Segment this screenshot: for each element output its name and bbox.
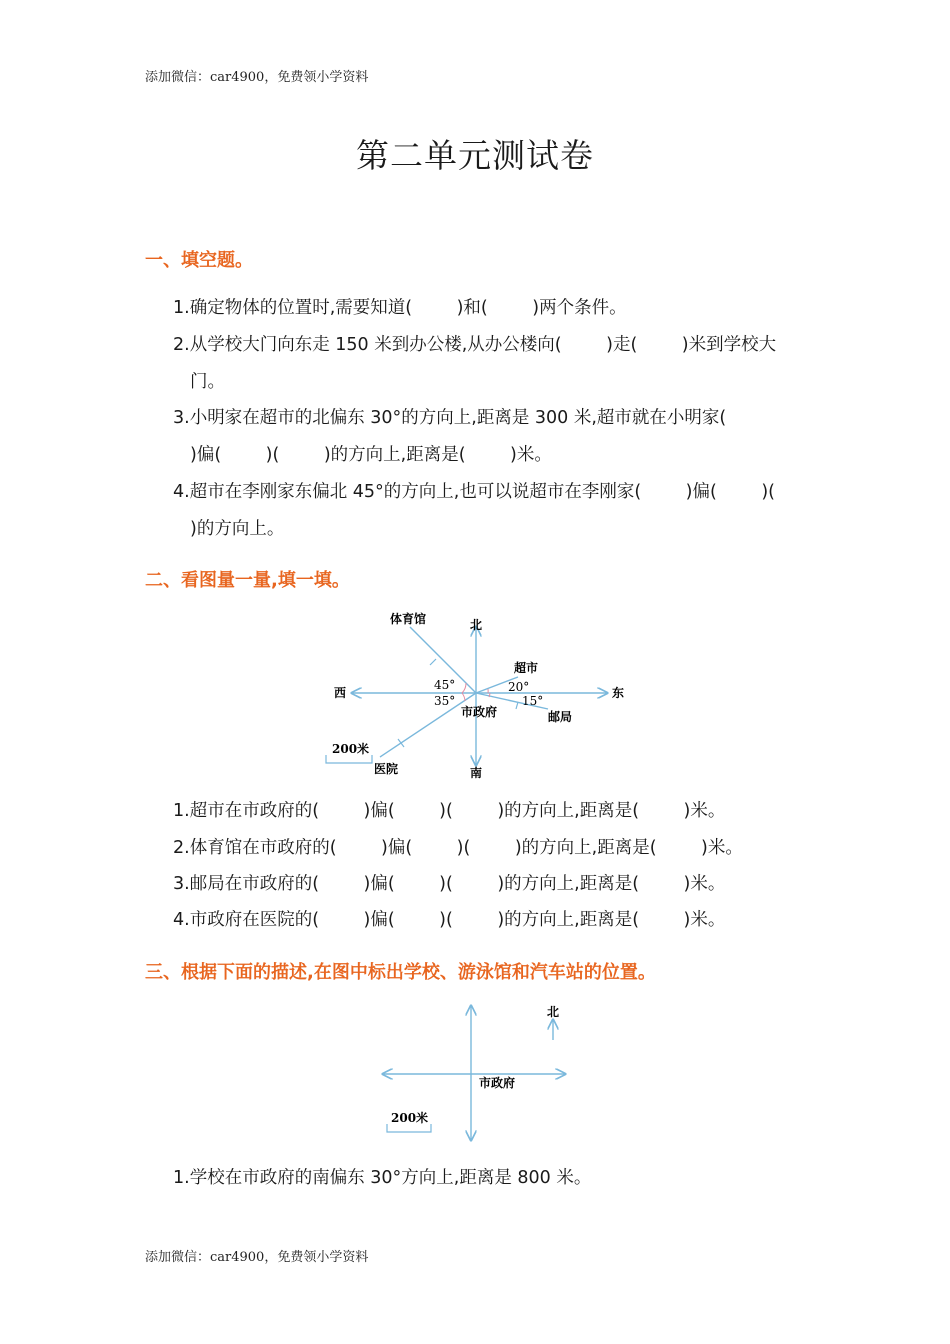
s2-question-2: 2.体育馆在市政府的( )偏( )( )的方向上,距离是( )米。 — [173, 838, 743, 858]
s1-question-4-line1: 4.超市在李刚家东偏北 45°的方向上,也可以说超市在李刚家( )偏( )( — [173, 482, 775, 502]
hospital-ray — [380, 693, 476, 757]
s1-question-3-line1: 3.小明家在超市的北偏东 30°的方向上,距离是 300 米,超市就在小明家( — [173, 408, 727, 428]
label-scale-2: 200米 — [391, 1111, 429, 1125]
s1-question-2-line1: 2.从学校大门向东走 150 米到办公楼,从办公楼向( )走( )米到学校大 — [173, 335, 777, 355]
watermark-bottom: 添加微信：car4900，免费领小学资料 — [145, 1250, 369, 1265]
label-west: 西 — [334, 686, 347, 700]
label-center: 市政府 — [461, 705, 498, 719]
s1-question-2-line2: 门。 — [190, 372, 225, 392]
s3-question-1: 1.学校在市政府的南偏东 30°方向上,距离是 800 米。 — [173, 1168, 592, 1188]
label-scale-1: 200米 — [332, 742, 370, 756]
label-angle-post: 15° — [522, 694, 544, 708]
label-east: 东 — [612, 686, 625, 700]
label-post-office: 邮局 — [548, 710, 573, 724]
label-center-2: 市政府 — [479, 1076, 516, 1090]
s1-question-4-line2: )的方向上。 — [190, 519, 285, 539]
direction-diagram-1 — [320, 605, 640, 785]
s1-question-1: 1.确定物体的位置时,需要知道( )和( )两个条件。 — [173, 298, 627, 318]
scale-bar-2 — [387, 1124, 431, 1132]
s1-question-3-line2: )偏( )( )的方向上,距离是( )米。 — [190, 445, 552, 465]
section-3-heading: 三、根据下面的描述,在图中标出学校、游泳馆和汽车站的位置。 — [145, 962, 656, 983]
angle-arc-hospital — [462, 693, 465, 701]
section-2-heading: 二、看图量一量,填一填。 — [145, 570, 350, 591]
label-gym: 体育馆 — [390, 612, 427, 626]
label-north-2: 北 — [547, 1005, 560, 1019]
label-angle-supermarket: 20° — [508, 680, 530, 694]
scale-bar-1 — [326, 755, 372, 763]
page-title: 第二单元测试卷 — [356, 136, 594, 175]
s2-question-4: 4.市政府在医院的( )偏( )( )的方向上,距离是( )米。 — [173, 910, 726, 930]
label-south: 南 — [470, 766, 483, 780]
s2-question-3: 3.邮局在市政府的( )偏( )( )的方向上,距离是( )米。 — [173, 874, 726, 894]
label-angle-hospital: 35° — [434, 694, 456, 708]
watermark-top: 添加微信：car4900，免费领小学资料 — [145, 70, 369, 85]
angle-arc-gym — [462, 683, 466, 693]
direction-diagram-2 — [375, 998, 585, 1146]
label-supermarket: 超市 — [514, 661, 539, 675]
label-hospital: 医院 — [374, 762, 399, 776]
section-1-heading: 一、填空题。 — [145, 250, 253, 271]
label-north: 北 — [470, 618, 483, 632]
s2-question-1: 1.超市在市政府的( )偏( )( )的方向上,距离是( )米。 — [173, 801, 726, 821]
label-angle-gym: 45° — [434, 678, 456, 692]
